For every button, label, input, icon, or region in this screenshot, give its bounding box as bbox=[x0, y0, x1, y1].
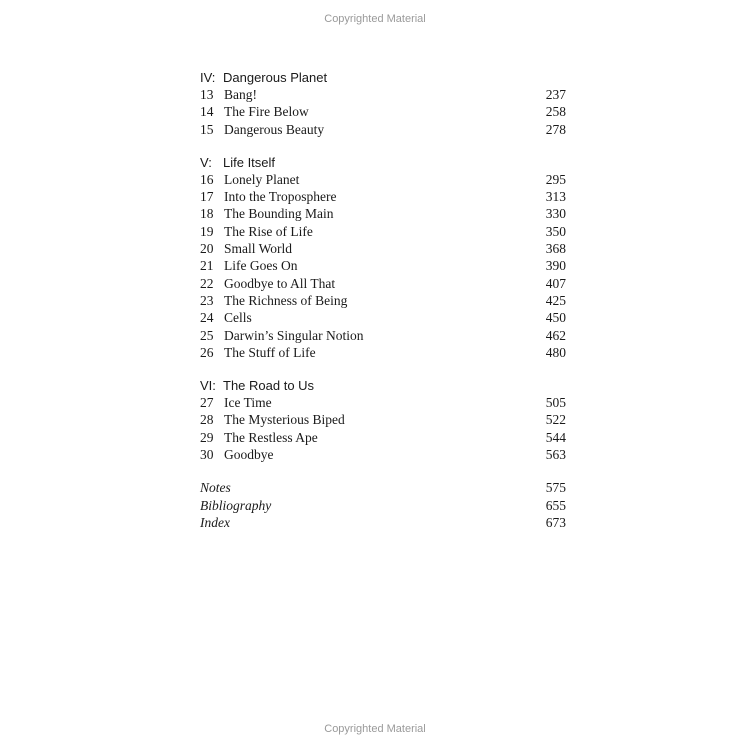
chapter-number: 17 bbox=[200, 189, 214, 205]
chapter-title: The Stuff of Life bbox=[224, 344, 316, 360]
chapter-title: The Richness of Being bbox=[224, 292, 348, 308]
page-number: 505 bbox=[545, 395, 566, 411]
chapter-number: 16 bbox=[200, 171, 214, 187]
chapter-title: The Bounding Main bbox=[224, 206, 334, 222]
page-number: 278 bbox=[545, 121, 566, 137]
toc-entry bbox=[200, 257, 566, 274]
page-number: 295 bbox=[545, 171, 566, 187]
chapter-number: 18 bbox=[200, 206, 214, 222]
chapter-number: 23 bbox=[200, 292, 214, 308]
toc-entry bbox=[200, 103, 566, 120]
toc-entry bbox=[200, 394, 566, 411]
chapter-title: Darwin’s Singular Notion bbox=[224, 327, 364, 343]
back-matter-title: Index bbox=[200, 514, 230, 530]
part-heading bbox=[200, 69, 566, 86]
back-matter-title: Bibliography bbox=[200, 497, 272, 513]
chapter-number: 15 bbox=[200, 121, 214, 137]
chapter-title: Goodbye bbox=[224, 447, 274, 463]
toc-entry bbox=[200, 292, 566, 309]
toc-entry bbox=[200, 188, 566, 205]
chapter-number: 19 bbox=[200, 223, 214, 239]
part-title: Life Itself bbox=[223, 154, 276, 170]
chapter-title: Dangerous Beauty bbox=[224, 121, 325, 137]
part-number: V: bbox=[200, 154, 212, 170]
chapter-number: 13 bbox=[200, 87, 214, 102]
page-number: 450 bbox=[545, 310, 566, 326]
part-section-iv bbox=[200, 69, 566, 138]
page-number: 407 bbox=[545, 275, 566, 291]
page-number: 544 bbox=[545, 429, 566, 445]
page-number: 522 bbox=[545, 412, 566, 428]
toc-entry bbox=[200, 446, 566, 463]
toc-entry bbox=[200, 171, 566, 188]
chapter-number: 27 bbox=[200, 395, 214, 411]
part-title: Dangerous Planet bbox=[223, 70, 328, 85]
page-number: 655 bbox=[545, 497, 566, 513]
toc-entry bbox=[200, 205, 566, 222]
chapter-title: Goodbye to All That bbox=[224, 275, 336, 291]
toc-entry bbox=[200, 309, 566, 326]
chapter-title: The Rise of Life bbox=[224, 223, 313, 239]
table-of-contents bbox=[200, 69, 566, 547]
page-number: 673 bbox=[545, 514, 566, 530]
page-number: 462 bbox=[545, 327, 566, 343]
part-number: IV: bbox=[200, 70, 216, 85]
part-heading bbox=[200, 377, 566, 394]
page-number: 237 bbox=[545, 87, 566, 102]
page-number: 313 bbox=[545, 189, 566, 205]
chapter-number: 21 bbox=[200, 258, 214, 274]
page-number: 350 bbox=[545, 223, 566, 239]
page-number: 368 bbox=[545, 241, 566, 257]
chapter-number: 22 bbox=[200, 275, 214, 291]
page-number: 390 bbox=[545, 258, 566, 274]
back-matter-section bbox=[200, 479, 566, 531]
page-number: 330 bbox=[545, 206, 566, 222]
part-section-v bbox=[200, 154, 566, 361]
toc-entry-index bbox=[200, 514, 566, 531]
copyright-watermark-bottom: Copyrighted Material bbox=[324, 723, 426, 735]
part-section-vi bbox=[200, 377, 566, 463]
chapter-number: 20 bbox=[200, 241, 214, 257]
page-number: 425 bbox=[545, 292, 566, 308]
toc-entry bbox=[200, 240, 566, 257]
toc-entry bbox=[200, 86, 566, 103]
toc-entry-notes bbox=[200, 479, 566, 496]
toc-entry bbox=[200, 344, 566, 361]
page-number: 480 bbox=[545, 344, 566, 360]
chapter-title: Life Goes On bbox=[224, 258, 298, 274]
chapter-number: 26 bbox=[200, 344, 214, 360]
chapter-title: Small World bbox=[224, 241, 293, 257]
chapter-number: 24 bbox=[200, 310, 214, 326]
part-number: VI: bbox=[200, 378, 216, 394]
page-number: 575 bbox=[545, 480, 566, 496]
copyright-watermark-top: Copyrighted Material bbox=[324, 13, 426, 25]
part-title: The Road to Us bbox=[223, 378, 315, 394]
toc-entry bbox=[200, 275, 566, 292]
chapter-title: The Mysterious Biped bbox=[224, 412, 345, 428]
back-matter-title: Notes bbox=[200, 480, 231, 496]
chapter-number: 14 bbox=[200, 104, 214, 120]
toc-entry-bibliography bbox=[200, 497, 566, 514]
chapter-number: 30 bbox=[200, 447, 214, 463]
chapter-title: Lonely Planet bbox=[224, 171, 300, 187]
chapter-number: 25 bbox=[200, 327, 214, 343]
chapter-title: The Fire Below bbox=[224, 104, 309, 120]
page-number: 563 bbox=[545, 447, 566, 463]
part-heading bbox=[200, 154, 566, 171]
chapter-title: Ice Time bbox=[224, 395, 272, 411]
toc-entry bbox=[200, 121, 566, 138]
chapter-number: 28 bbox=[200, 412, 214, 428]
toc-entry bbox=[200, 429, 566, 446]
chapter-title: Cells bbox=[224, 310, 252, 326]
chapter-number: 29 bbox=[200, 429, 214, 445]
page-number: 258 bbox=[545, 104, 566, 120]
toc-entry bbox=[200, 223, 566, 240]
chapter-title: The Restless Ape bbox=[224, 429, 318, 445]
toc-entry bbox=[200, 411, 566, 428]
chapter-title: Bang! bbox=[224, 87, 257, 102]
toc-entry bbox=[200, 327, 566, 344]
chapter-title: Into the Troposphere bbox=[224, 189, 337, 205]
